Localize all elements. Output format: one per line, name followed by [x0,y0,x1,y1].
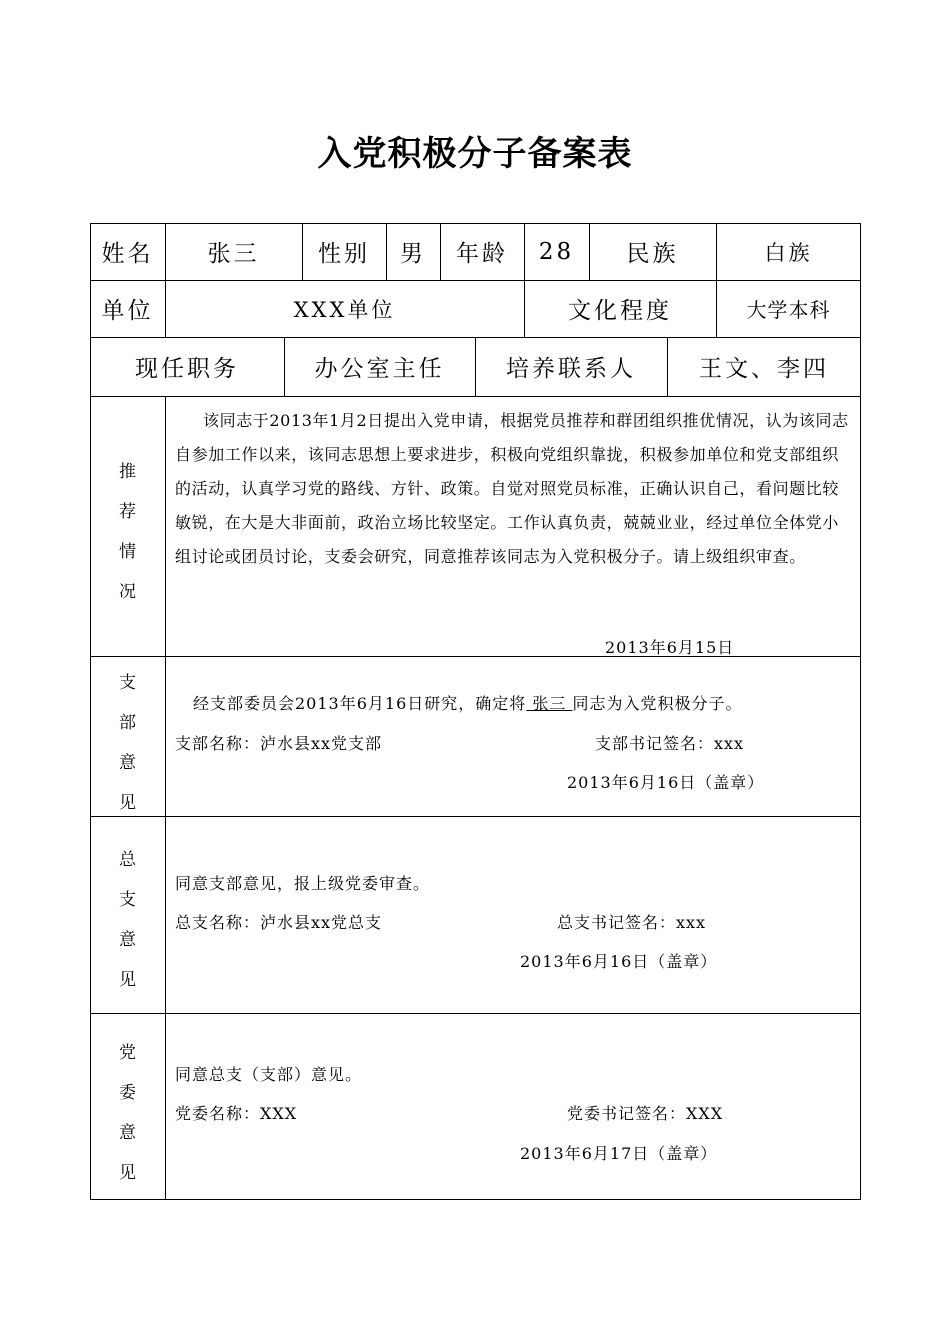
age-label: 年龄 [456,241,508,267]
committee-org-name: 党委名称：XXX [175,1104,298,1123]
branch-resolution: 经支部委员会2013年6月16日研究，确定将 张三 同志为入党积极分子。 [193,694,743,713]
branch-label: 支 部 意 见 [119,673,136,813]
ethnicity-label: 民族 [626,241,679,267]
general-branch-text: 同意支部意见，报上级党委审查。 [175,874,431,893]
unit-label: 单位 [101,298,154,324]
committee-secretary-signature: 党委书记签名：XXX [567,1104,724,1123]
committee-text: 同意总支（支部）意见。 [175,1065,363,1084]
branch-secretary-signature: 支部书记签名：xxx [595,734,745,753]
gender-label: 性别 [318,241,370,267]
page-title: 入党积极分子备案表 [317,134,633,174]
ethnicity-value: 白族 [764,240,813,265]
branch-org-name: 支部名称：泸水县xx党支部 [175,734,383,753]
row-divider [90,656,861,657]
recommendation-label: 推 荐 情 况 [119,462,136,602]
recommendation-text: 该同志于2013年1月2日提出入党申请，根据党员推荐和群团组织推优情况，认为该同志自参加工作以来，该同志思想上要求进步，积极向党组织靠拢，积极参加单位和党支部组织的活动，认真学习党的路线、方针、政策。自觉对照党员标准，正确认识自己，看问题比较敏锐，在大是大非面前，政治立场比较坚定。工作认真负责，兢兢业业，经过单位全体党小组讨论或团员讨论，支委会研究，同意推荐该同志为入党积极分子。请上级组织审查。 [175,411,849,566]
candidate-name: 张三 [526,694,573,713]
general-branch-org-name: 总支名称：泸水县xx党总支 [175,913,383,932]
name-value: 张三 [207,241,260,267]
position-value: 办公室主任 [314,356,445,382]
contact-value: 王文、李四 [699,356,829,382]
position-label: 现任职务 [135,356,239,382]
row-divider [90,1013,861,1014]
general-branch-label: 总 支 意 见 [119,850,136,990]
contact-label: 培养联系人 [506,356,636,382]
recommendation-date: 2013年6月15日 [605,638,735,657]
age-value: 28 [538,238,575,265]
committee-date: 2013年6月17日（盖章） [520,1144,718,1163]
unit-value: XXX单位 [293,297,396,322]
branch-date: 2013年6月16日（盖章） [567,773,765,792]
col-divider [165,396,166,1200]
general-branch-secretary-signature: 总支书记签名：xxx [557,913,707,932]
row-divider [90,396,861,397]
name-label: 姓名 [101,241,154,267]
education-label: 文化程度 [568,298,672,324]
gender-value: 男 [400,241,426,267]
committee-label: 党 委 意 见 [119,1043,136,1183]
row-divider [90,816,861,817]
general-branch-date: 2013年6月16日（盖章） [520,952,718,971]
education-value: 大学本科 [746,298,831,322]
